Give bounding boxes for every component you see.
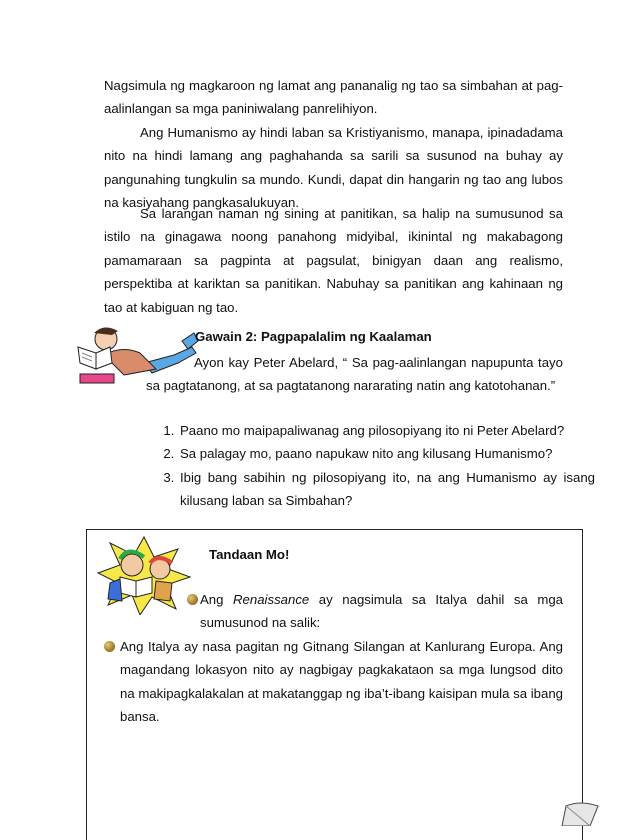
renaissance-bullet	[200, 588, 563, 635]
gawain-title: Gawain 2: Pagpapalalim ng Kaalaman	[195, 329, 432, 344]
tandaan-title: Tandaan Mo!	[209, 547, 290, 562]
gold-bullet-icon	[104, 641, 115, 652]
gold-bullet-icon	[187, 594, 198, 605]
bullet-text-pre: Ang	[200, 592, 234, 607]
page-curl-icon	[560, 800, 600, 826]
two-kids-with-book-clipart	[96, 535, 192, 615]
question-list	[146, 419, 595, 513]
paragraph-humanismo: Ang Humanismo ay hindi laban sa Kristiyanismo, manapa, ipinadadama nito na hindi lamang ang paghahanda sa sarili sa susunod na buhay ay pangunahing tungkulin sa mundo. Kundi, dapat din hangarin ng tao ang lubos na kasiyahang pangkasalukuyan.	[104, 125, 563, 211]
question-item: 2. Sa palagay mo, paano napukaw nito ang kilusang Humanismo?	[178, 442, 595, 465]
paragraph-sining: Sa larangan naman ng sining at panitikan, sa halip na sumusunod sa istilo na ginagawa noong panahong midyibal, ikinintal ng makabagong pamamaraan sa pagpinta at pagsulat, binigyan daan ang realismo, perspektiba at kariktan sa panitikan. Nabuhay sa panitikan ang kahinaan ng tao at kabiguan ng tao.	[104, 206, 563, 315]
italya-bullet: Ang Italya ay nasa pagitan ng Gitnang Silangan at Kanlurang Europa. Ang magandang lokasyon nito ay nagbigay pagkakataon sa mga lungsod dito na makipagkalakalan at makatanggap ng iba’t-ibang kaisipan mula sa ibang bansa.	[120, 639, 563, 725]
bullet-text-post: ay nagsimula sa Italya dahil sa mga sumusunod na salik:	[200, 592, 563, 631]
question-item: 1. Paano mo maipapaliwanag ang pilosopiyang ito ni Peter Abelard?	[178, 419, 595, 442]
paragraph-intro: Nagsimula ng magkaroon ng lamat ang pananalig ng tao sa simbahan at pag-aalinlangan sa mga paniniwalang panrelihiyon.	[104, 78, 563, 117]
abelard-quote: Ayon kay Peter Abelard, “ Sa pag-aalinlangan napupunta tayo sa pagtatanong, at sa pagtatanong nararating natin ang katotohanan.”	[146, 355, 563, 394]
question-item: 3. Ibig bang sabihin ng pilosopiyang ito, na ang Humanismo ay isang kilusang laban sa Simbahan?	[178, 466, 595, 513]
renaissance-term: Renaissance	[233, 592, 310, 607]
